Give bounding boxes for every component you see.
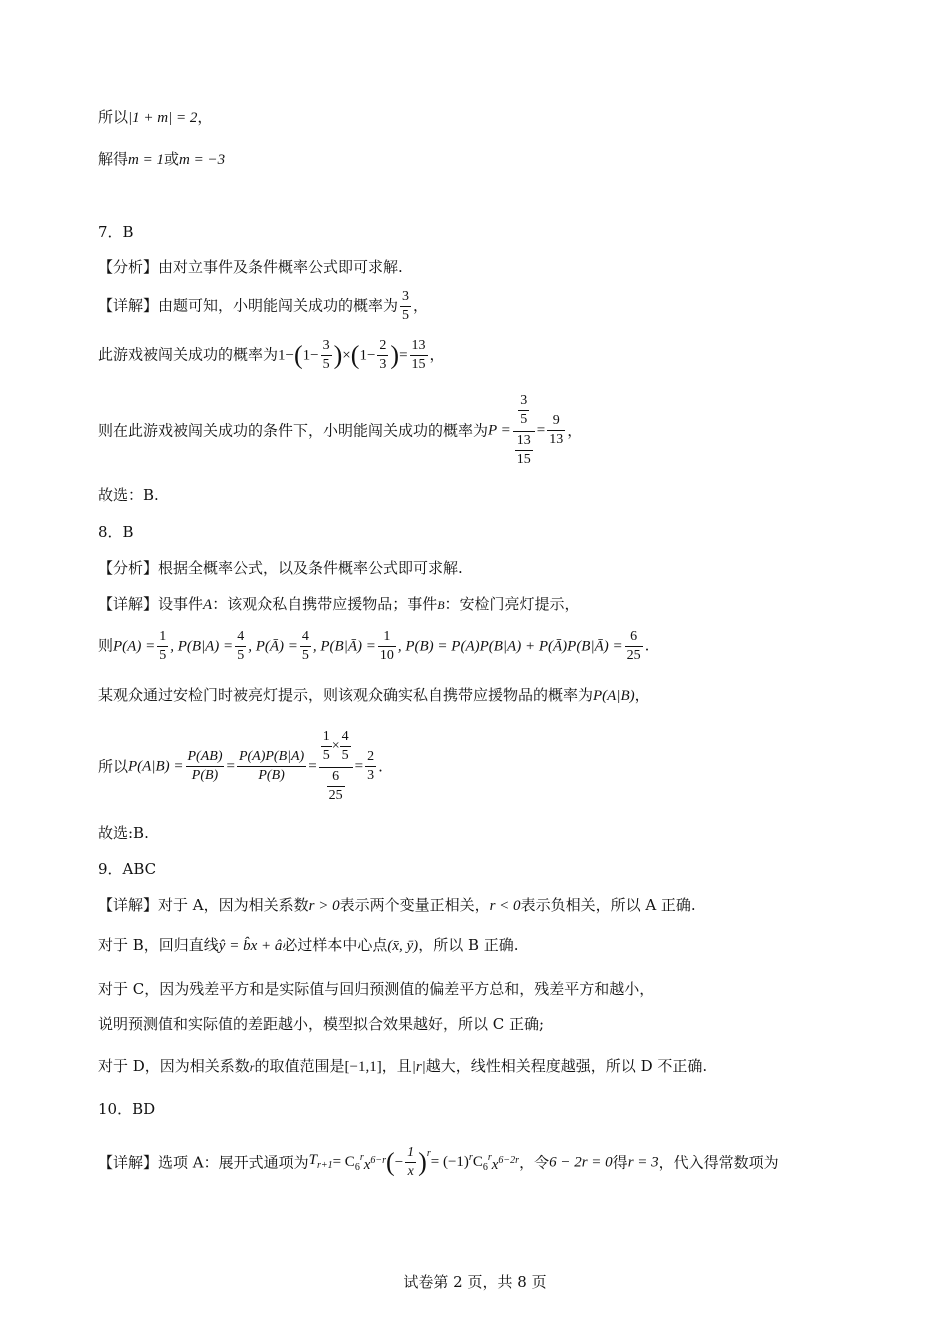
q9-line5: 对于 D，因为相关系数r的取值范围是[−1,1]，且|r|越大，线性相关程度越强，所以 D 不正确. (98, 1057, 708, 1075)
q9-line2: 对于 B，回归直线ŷ = b̂x + â必过样本中心点(x̄, ȳ)，所以 B 正确. (98, 936, 519, 954)
text: 此游戏被闯关成功的概率为 (98, 345, 279, 364)
q7-detail (98, 288, 428, 325)
q10-line1: 【详解】选项 A：展开式通项为$T_{r+1}= C_6^rx^{6-r}(-$ $\frac{1}{x}$ )$^r= (-1)^rC_6^rx^{6-2r}$，令6 − 2r = 0得r = 3，代入得常数项为 (98, 1145, 779, 1179)
q7-choice: 故选：B. (98, 486, 159, 504)
q7-line2: 此游戏被闯关成功的概率为1−(1− $\frac{3}{5}$ )×(1− $\frac{2}{3}$ )= $\frac{13}{15}$ ， (98, 338, 445, 372)
question-7-heading: 7．B (98, 223, 134, 241)
text: 【详解】由题可知，小明能闯关成功的概率为 (98, 296, 399, 315)
text: 所以 (98, 108, 129, 126)
q8-line4: 某观众通过安检门时被亮灯提示，则该观众确实私自携带应援物品的概率为P(A|B)， (98, 686, 650, 704)
text: 或 (163, 150, 179, 168)
line-abs-eq (98, 107, 212, 128)
question-10-heading: 10．BD (98, 1100, 156, 1118)
math: m = −3 (179, 152, 226, 168)
q9-line1: 【详解】对于 A，因为相关系数r > 0表示两个变量正相关，r < 0表示负相关，所以 A 正确. (98, 896, 696, 914)
question-8-heading: 8．B (98, 523, 134, 541)
q7-line3: 则在此游戏被闯关成功的条件下，小明能闯关成功的概率为P = $\frac{\frac{3}{5}}{\frac{13}{15}}$ = $\frac{9}{13}$ ， (98, 393, 583, 467)
math: |1 + m| = 2 (128, 110, 198, 126)
q8-analysis: 【分析】根据全概率公式，以及条件概率公式即可求解. (98, 559, 463, 577)
q8-choice: 故选:B. (98, 824, 149, 842)
q9-line3: 对于 C，因为残差平方和是实际值与回归预测值的偏差平方总和，残差平方和越小， (98, 980, 655, 998)
q8-line5: 所以P(A|B) = $\frac{P(AB)}{P(B)}$ = $\frac{P(A)P(B|A)}{P(B)}$ = $\frac{1}{5}$ × $\frac{4}{5}$ $\frac{6}{25}$ = $\frac{2}{3}$ . (98, 729, 383, 803)
q8-detail: 【详解】设事件A：该观众私自携带应援物品；事件B：安检门亮灯提示， (98, 595, 580, 613)
text: 解得 (98, 150, 129, 168)
text: 则在此游戏被闯关成功的条件下，小明能闯关成功的概率为 (98, 421, 489, 440)
math: m = 1 (128, 152, 164, 168)
fraction: $\frac{3}{5}$ (402, 289, 410, 323)
text: ， (197, 108, 213, 126)
q9-line4: 说明预测值和实际值的差距越小，模型拟合效果越好，所以 C 正确; (98, 1015, 545, 1033)
line-solution-m (98, 149, 225, 170)
page-footer: 试卷第 2 页，共 8 页 (403, 1273, 547, 1291)
q8-probabilities: 则P(A) = $\frac{1}{5}$ , P(B|A) = $\frac{4}{5}$ , P(Ā) = $\frac{4}{5}$ , P(B|Ā) = $\frac{1}{10}$ , P(B) = P(A)P(B|A) + P(Ā)P(B|Ā) = $\frac{6}{25}$ . (98, 629, 650, 663)
question-9-heading: 9．ABC (98, 860, 157, 878)
q7-analysis: 【分析】由对立事件及条件概率公式即可求解. (98, 258, 403, 276)
text: ， (413, 296, 429, 315)
